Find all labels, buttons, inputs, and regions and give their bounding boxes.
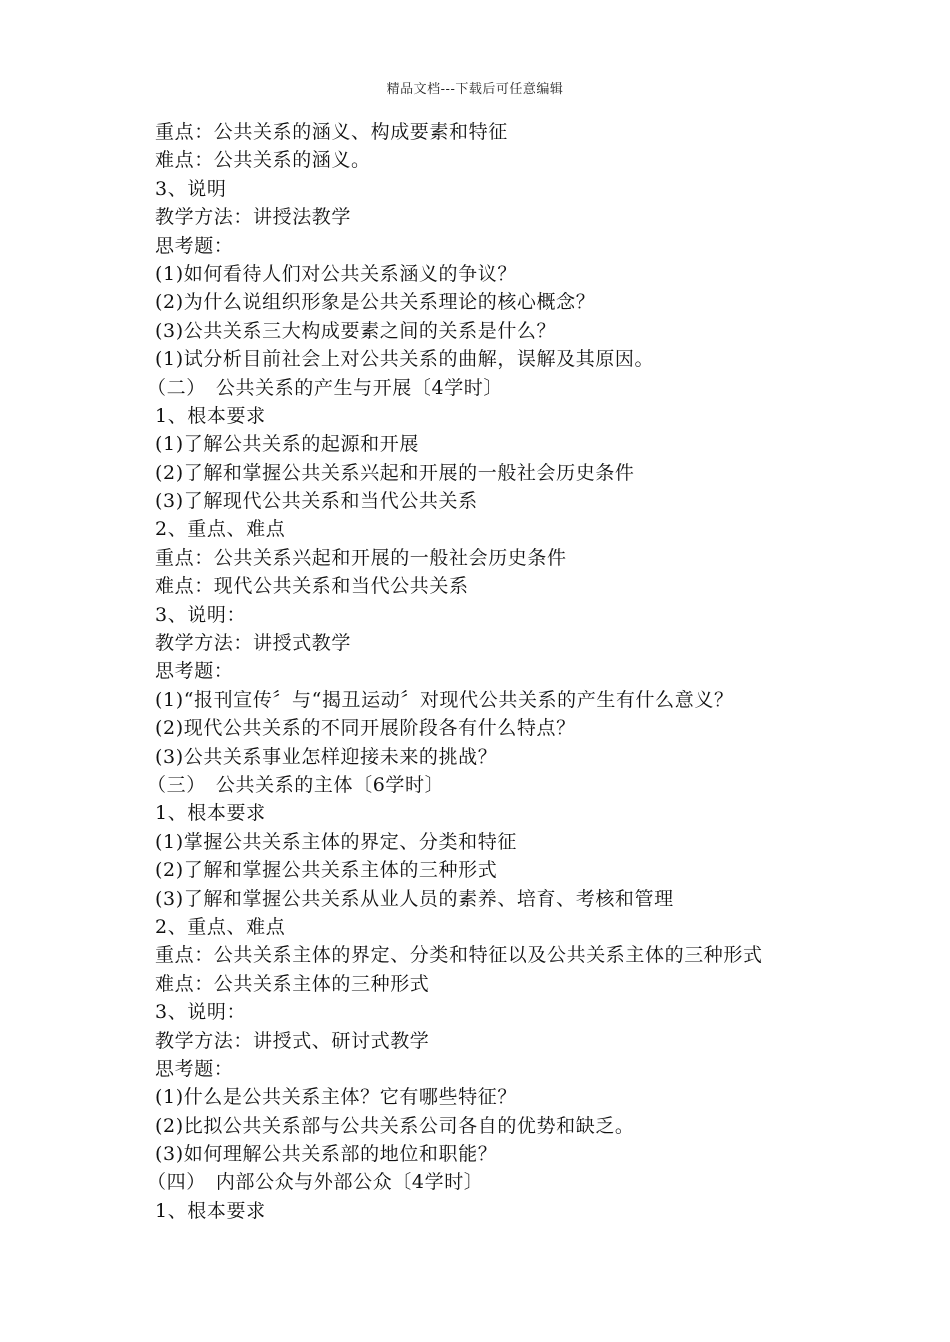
text-line: (3)公共关系事业怎样迎接未来的挑战？: [155, 745, 498, 768]
text-line: 教学方法：讲授式教学: [155, 632, 352, 655]
text-line: (1)什么是公共关系主体？它有哪些特征？: [155, 1086, 517, 1109]
text-line: 思考题：: [155, 660, 234, 683]
text-line: 难点：现代公共关系和当代公共关系: [155, 575, 469, 598]
text-line: 重点：公共关系主体的界定、分类和特征以及公共关系主体的三种形式: [155, 944, 763, 967]
text-line: 思考题：: [155, 1057, 234, 1080]
text-line: 1、根本要求: [155, 1199, 266, 1222]
text-line: 3、说明：: [155, 603, 247, 626]
text-line: (3)了解和掌握公共关系从业人员的素养、培育、考核和管理: [155, 887, 674, 910]
page-header: 精品文档---下载后可任意编辑: [386, 82, 564, 97]
text-line: 1、根本要求: [155, 404, 266, 427]
text-line: 教学方法：讲授法教学: [155, 206, 352, 229]
text-line: (1)掌握公共关系主体的界定、分类和特征: [155, 830, 517, 853]
section-heading: （四） 内部公众与外部公众〔4学时〕: [147, 1171, 484, 1194]
section-heading: （二） 公共关系的产生与开展〔4学时〕: [147, 376, 503, 399]
text-line: 重点：公共关系兴起和开展的一般社会历史条件: [155, 546, 567, 569]
text-line: 难点：公共关系主体的三种形式: [155, 972, 430, 995]
text-line: 2、重点、难点: [155, 518, 286, 541]
text-line: 教学方法：讲授式、研讨式教学: [155, 1029, 430, 1052]
text-line: (3)如何理解公共关系部的地位和职能？: [155, 1143, 498, 1166]
text-line: (3)了解现代公共关系和当代公共关系: [155, 490, 478, 513]
text-line: (2)现代公共关系的不同开展阶段各有什么特点？: [155, 717, 576, 740]
text-line: (1)“报刊宣传〞与“揭丑运动〞对现代公共关系的产生有什么意义？: [155, 688, 734, 711]
text-line: (2)为什么说组织形象是公共关系理论的核心概念？: [155, 291, 596, 314]
text-line: 3、说明: [155, 177, 227, 200]
text-line: 思考题：: [155, 234, 234, 257]
text-line: (3)公共关系三大构成要素之间的关系是什么？: [155, 319, 557, 342]
text-line: (2)了解和掌握公共关系兴起和开展的一般社会历史条件: [155, 461, 635, 484]
text-line: 重点：公共关系的涵义、构成要素和特征: [155, 121, 508, 143]
text-line: (1)了解公共关系的起源和开展: [155, 433, 419, 456]
text-line: 3、说明：: [155, 1001, 247, 1024]
text-line: (1)如何看待人们对公共关系涵义的争议？: [155, 262, 517, 285]
text-line: 1、根本要求: [155, 802, 266, 825]
document-body: [147, 118, 915, 1225]
section-heading: （三） 公共关系的主体〔6学时〕: [147, 773, 445, 796]
text-line: (1)试分析目前社会上对公共关系的曲解，误解及其原因。: [155, 348, 655, 371]
text-line: (2)了解和掌握公共关系主体的三种形式: [155, 859, 498, 882]
text-line: 难点：公共关系的涵义。: [155, 149, 371, 172]
text-line: (2)比拟公共关系部与公共关系公司各自的优势和缺乏。: [155, 1114, 635, 1137]
text-line: 2、重点、难点: [155, 915, 286, 938]
